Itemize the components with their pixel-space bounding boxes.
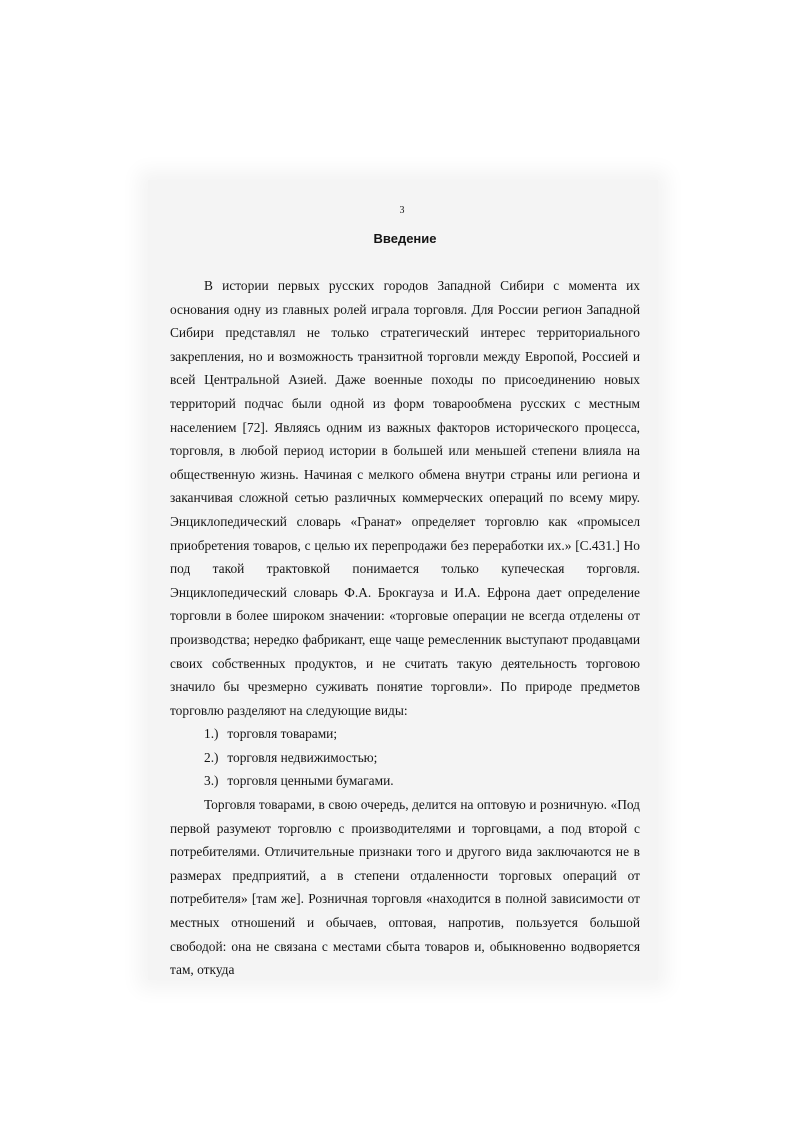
list-item-number: 1.) (204, 726, 219, 742)
body-text (170, 274, 640, 982)
list-item-text: торговля товарами; (227, 726, 338, 742)
list-item-text: торговля недвижимостью; (227, 749, 378, 765)
list-item-text: торговля ценными бумагами. (227, 773, 394, 789)
page-title: Введение (373, 231, 437, 246)
trade-types-list (170, 722, 640, 793)
list-item (170, 769, 640, 793)
list-item (170, 722, 640, 746)
page-number: 3 (399, 205, 405, 216)
paragraph-wholesale-retail: Торговля товарами, в свою очередь, делится на оптовую и розничную. «Под первой разумеют торговлю с производителями и торговцами, а под второй с потребителями. Отличительные признаки того и другого вида заключаются не в размерах предприятий, а в степени отдаленности торговых операций от потребителя» [там же]. Розничная торговля «находится в полной зависимости от местных отношений и обычаев, оптовая, напротив, пользуется большой свободой: она не связана с местами сбыта товаров и, обыкновенно водворяется там, откуда (170, 797, 640, 978)
list-item-number: 2.) (204, 749, 219, 765)
paragraph-intro: В истории первых русских городов Западной Сибири с момента их основания одну из главных ролей играла торговля. Для России регион Западной Сибири представлял не только стратегический интерес территориального закрепления, но и возможность транзитной торговли между Европой, Россией и всей Центральной Азией. Даже военные походы по присоединению новых территорий подчас были одной из форм товарообмена русских с местным населением [72]. Являясь одним из важных факторов исторического процесса, торговля, в любой период истории в большей или меньшей степени влияла на общественную жизнь. Начиная с мелкого обмена внутри страны или региона и заканчивая сложной сетью различных коммерческих операций по всему миру. Энциклопедический словарь «Гранат» определяет торговлю как «промысел приобретения товаров, с целью их перепродажи без переработки их.» [С.431.] Но под такой трактовкой понимается только купеческая торговля. Энциклопедический словарь Ф.А. Брокгауза и И.А. Ефрона дает определение торговли в более широком значении: «торговые операции не всегда отделены от производства; нередко фабрикант, еще чаще ремесленник выступают продавцами своих собственных продуктов, и не считать такую деятельность торговою значило бы чрезмерно суживать понятие торговли». По природе предметов торговлю разделяют на следующие виды: (170, 278, 640, 718)
list-item (170, 746, 640, 770)
list-item-number: 3.) (204, 773, 219, 789)
